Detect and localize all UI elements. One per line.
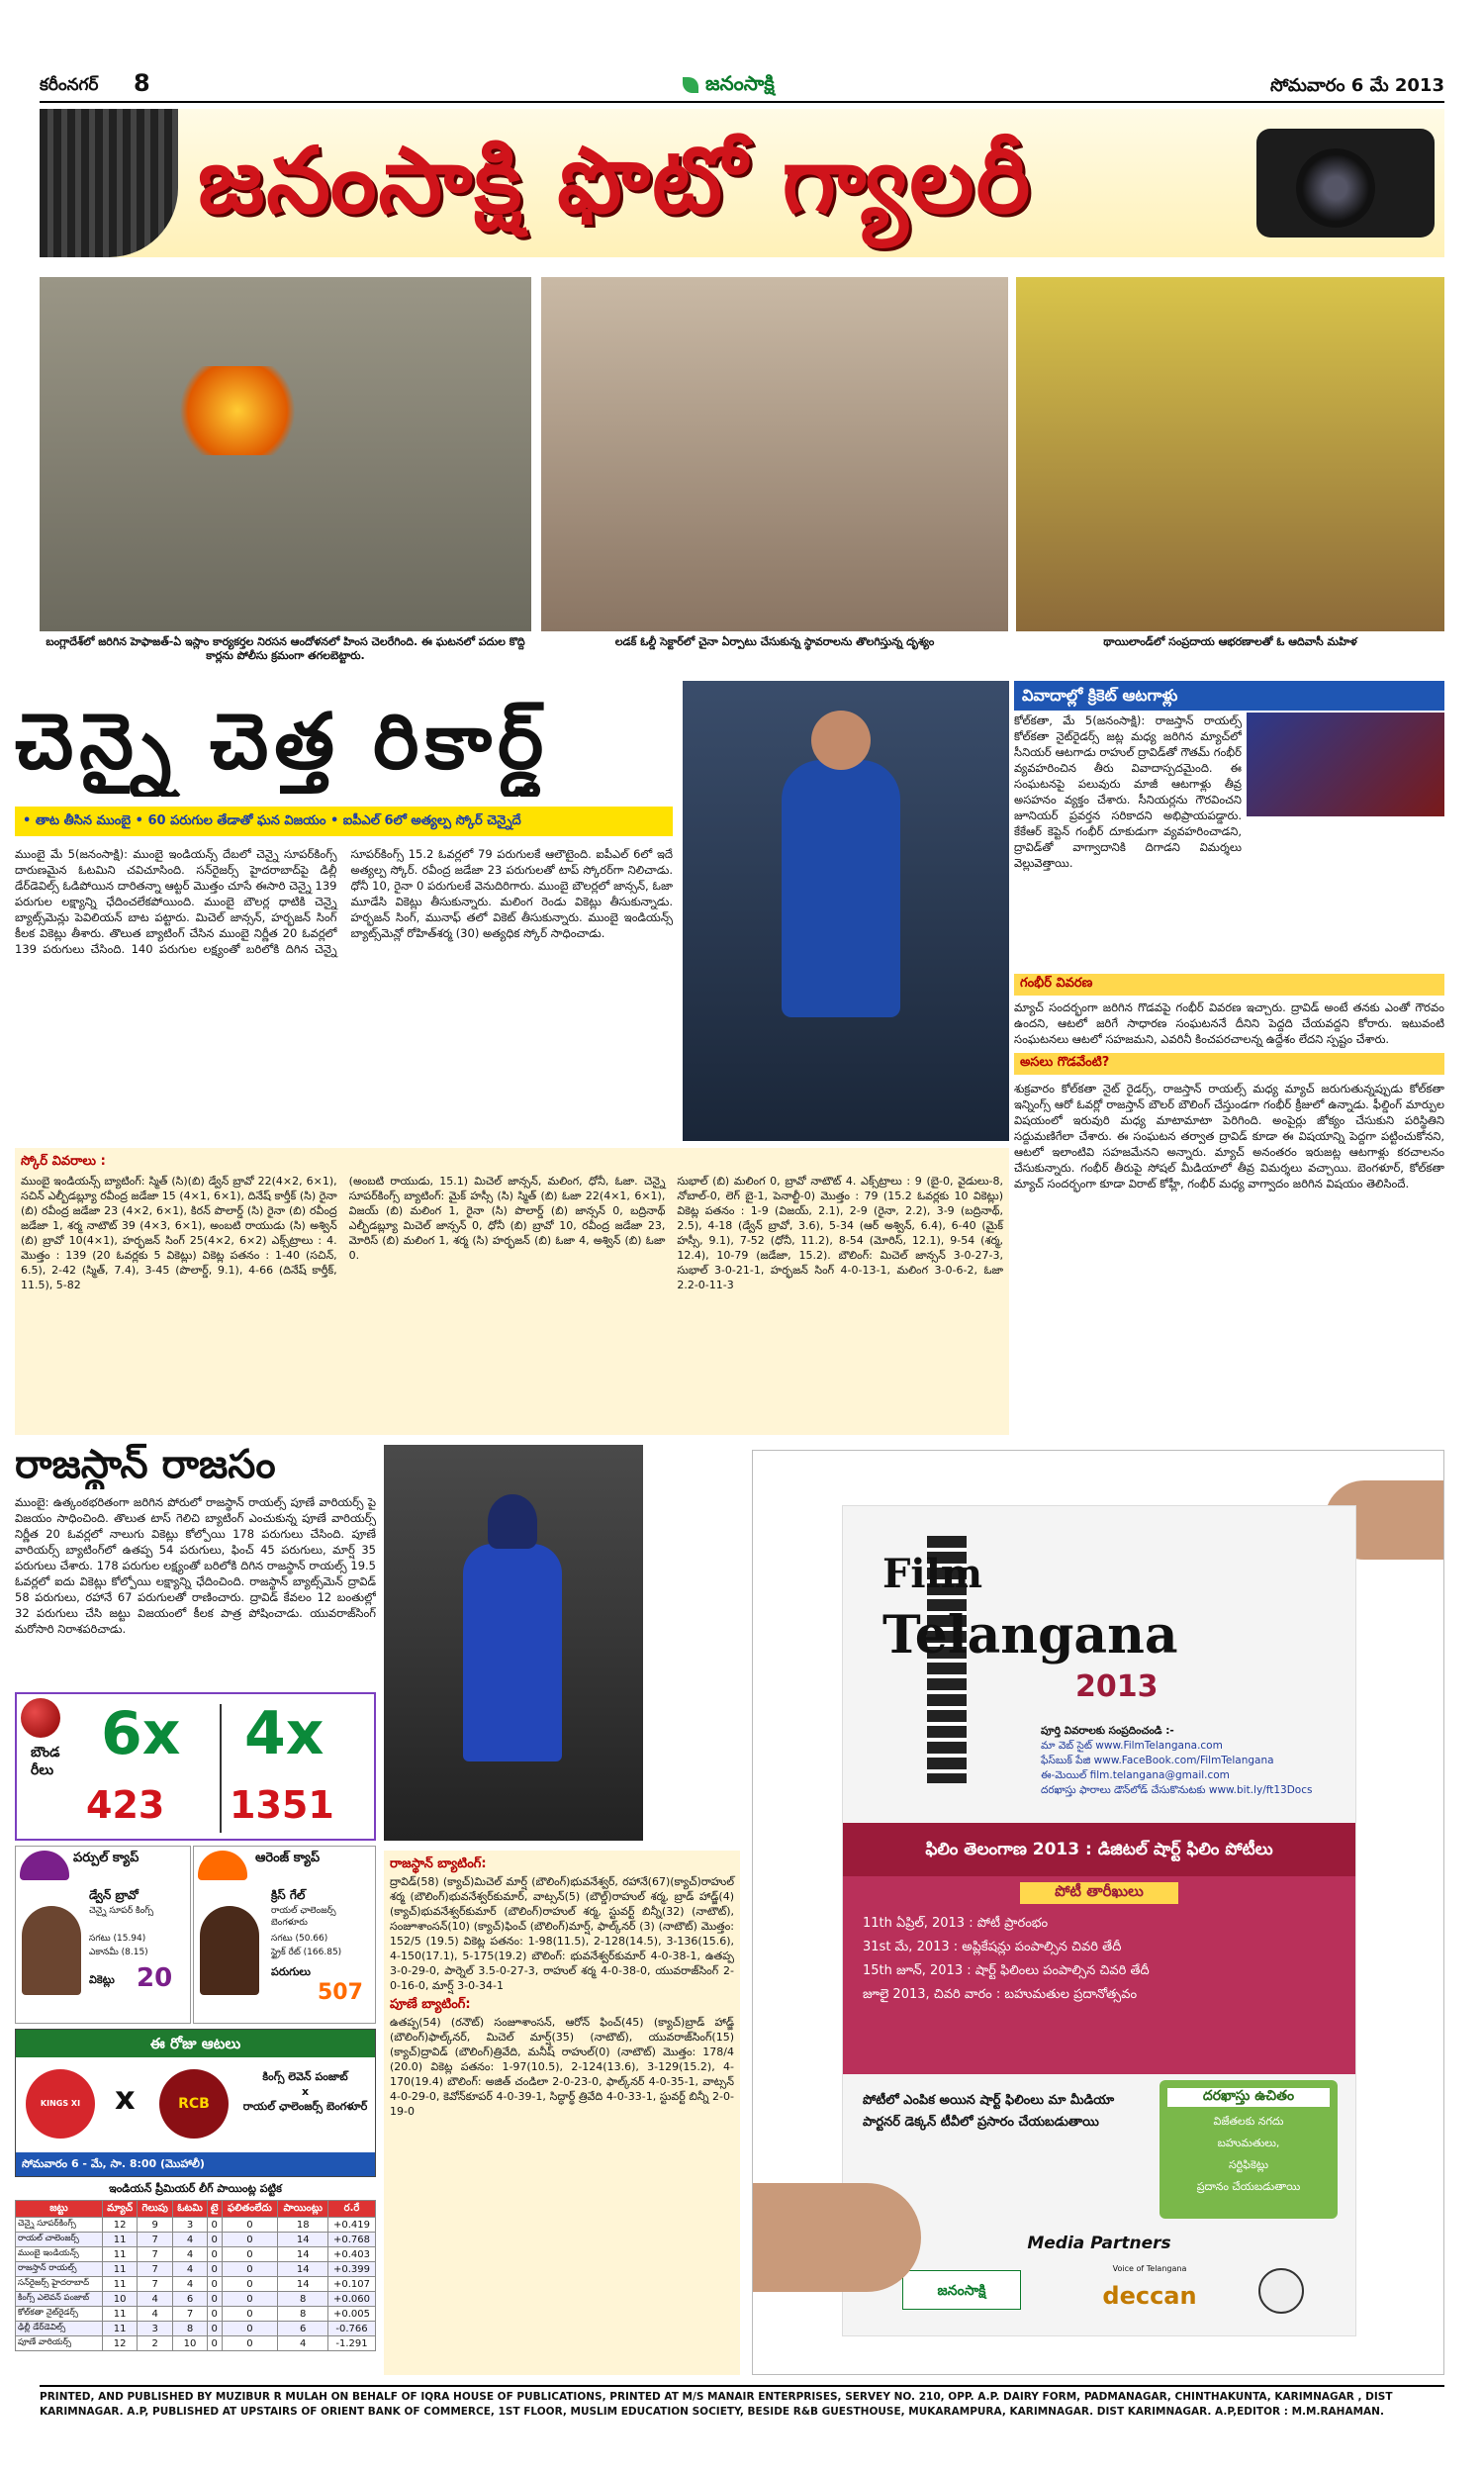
- bravo-avatar: [22, 1906, 81, 1995]
- table-cell: 3: [173, 2218, 208, 2233]
- chennai-article-body: ముంబై మే 5(జనంసాక్షి): ముంబై ఇండియన్స్‌ దేబలో చెన్నై సూపర్‌కింగ్స్‌ దారుణమైన ఓటమిని చవిచూసింది. సన్‌రైజర్స్‌ హైదరాబాద్‌పై డిల్లీ డేర్‌డెవిల్స్‌ ఓడిపోయిన దారితన్నా ఆట్టర్‌ మొత్తం చూసే ఈసారి చెన్నై 139 పరుగుల లక్ష్యాన్ని ఛేదించలేకపోయింది. ముంబై బౌలర్ల ధాటికి చెన్నై బ్యాట్స్‌మెన్లు పెవిలియన్‌ బాట పట్టారు. మిచెల్‌ జాన్సన్‌, హర్భజన్‌ సింగ్‌ కీలక వికెట్లు తీశారు. తొలుత బ్యాటింగ్‌ చేసిన ముంబై నిర్ణీత 20 ఓవర్లలో 139 పరుగులు చేసింది. 140 పరుగుల లక్ష్యంతో బరిలోకి దిగిన చెన్నై సూపర్‌కింగ్స్‌ 15.2 ఓవర్లలో 79 పరుగులకే ఆలౌటైంది. ఐపీఎల్‌ 6లో ఇదే అత్యల్ప స్కోర్‌. రవీంద్ర జడేజా 23 పరుగులతో టాప్‌ స్కోరర్‌గా నిలిచాడు. ధోనీ 10, రైనా 0 పరుగులకే వెనుదిరిగారు. ముంబై బౌలర్లలో జాన్సన్‌, ఓజా మూడేసి వికెట్లు తీసుకున్నారు. మలింగ రెండు వికెట్లు తీసుకున్నాడు. హర్భజన్‌ సింగ్‌, మునాఫ్‌ తలో వికెట్‌ తీసుకున్నారు. ముంబై ఇండియన్స్‌ బ్యాట్స్‌మెన్లో రోహిత్‌శర్మ (30) అత్యధిక స్కోర్‌ సాధించాడు.: [15, 847, 673, 956]
- table-cell: 4: [278, 2336, 328, 2351]
- table-cell: 7: [138, 2247, 173, 2262]
- purple-cap-average: సగటు (15.94): [89, 1934, 146, 1944]
- camera-icon: [1256, 129, 1435, 238]
- table-cell: రాయల్‌ చాలెంజర్స్‌: [16, 2233, 103, 2247]
- orange-cap-player: క్రిస్‌ గేల్‌: [271, 1888, 306, 1902]
- table-cell: చెన్నై సూపర్‌కింగ్స్‌: [16, 2218, 103, 2233]
- controversy-body-2: మ్యాచ్‌ సందర్భంగా జరిగిన గొడవపై గంభీర్‌ వివరణ ఇచ్చారు. ద్రావిడ్‌ అంటే తనకు ఎంతో గౌరవం ఉందని, ఆటలో జరిగే సాధారణ సంఘటననే దీనిని పెద్దది చేయవద్దని కోరారు. ఇటువంటి సంఘటనలు ఆటలో సహజమని, ఎవరినీ కించపరచాలన్న ఉద్దేశం లేదని స్పష్టం చేశారు.: [1014, 1000, 1444, 1046]
- ad-telangana-word: Telangana: [882, 1605, 1178, 1665]
- table-cell: 4: [173, 2247, 208, 2262]
- table-row: [16, 2277, 376, 2292]
- gallery-banner: [40, 109, 1444, 257]
- table-cell: +0.005: [328, 2307, 376, 2322]
- table-cell: +0.399: [328, 2262, 376, 2277]
- table-cell: 14: [278, 2247, 328, 2262]
- table-cell: 4: [138, 2292, 173, 2307]
- photo-rr-batsman: [384, 1445, 643, 1841]
- photo-ladakh-camp: [541, 277, 1008, 631]
- purple-cap-wickets-label: వికెట్లు: [89, 1973, 115, 1986]
- issue-date: సోమవారం 6 మే 2013: [1270, 75, 1444, 96]
- gambhir-explanation-heading: గంభీర్‌ వివరణ: [1014, 974, 1444, 996]
- rcb-logo: RCB: [159, 2069, 229, 2139]
- boundaries-box: [15, 1692, 376, 1841]
- table-cell: 0: [222, 2233, 278, 2247]
- ad-main-banner: ఫిలిం తెలంగాణ 2013 : డిజిటల్‌ షార్ట్‌ ఫిలిం పోటీలు: [843, 1823, 1355, 1876]
- partner-janamsakshi-logo: జనంసాక్షి: [902, 2270, 1021, 2310]
- purple-cap-team: చెన్నై సూపర్‌ కింగ్స్‌: [89, 1906, 154, 1916]
- table-cell: 4: [138, 2307, 173, 2322]
- table-row: [16, 2247, 376, 2262]
- table-cell: 7: [138, 2262, 173, 2277]
- points-header-2: గెలుపు: [138, 2201, 173, 2218]
- points-table-box: [15, 2182, 376, 2375]
- gallery-title: జనంసాక్షి ఫొటో గ్యాలరీ: [198, 128, 1033, 234]
- photo-thai-woman: [1016, 277, 1444, 631]
- purple-cap-icon: [20, 1851, 69, 1880]
- table-cell: 7: [138, 2233, 173, 2247]
- ad-free-badge: దరఖాస్తు ఉచితం విజేతలకు నగదు బహుమతులు, సర్టిఫికెట్లు ప్రదానం చేయబడుతాయి: [1159, 2080, 1338, 2219]
- points-header-6: పాయింట్లు: [278, 2201, 328, 2218]
- table-cell: 4: [173, 2233, 208, 2247]
- table-cell: 0: [207, 2307, 222, 2322]
- rr-batting-heading: రాజస్థాన్‌ బ్యాటింగ్‌:: [390, 1856, 487, 1871]
- purple-cap-box: [15, 1846, 191, 2024]
- photo-mitchell-johnson: [683, 681, 1009, 1141]
- table-cell: 0: [207, 2218, 222, 2233]
- table-cell: 0: [207, 2292, 222, 2307]
- table-cell: 6: [173, 2292, 208, 2307]
- fours-label: 4x: [244, 1699, 325, 1768]
- table-cell: 8: [173, 2322, 208, 2336]
- orange-cap-runs: 507: [318, 1980, 363, 2005]
- ad-dates-panel: పోటీ తారీఖులు 11th ఏప్రిల్‌, 2013 : పోటీ ప్రారంభం 31st మే, 2013 : అప్లికేషన్లు పంపాల్సిన చివరి తేదీ 15th జూన్‌, 2013 : షార్ట్‌ ఫిలింలు పంపాల్సిన చివరి తేదీ జూలై 2013, చివరి వారం : బహుమతుల ప్రదానోత్సవం: [843, 1876, 1355, 2074]
- page-header: [40, 69, 1444, 103]
- todays-match-title: ఈ రోజు ఆటలు: [16, 2030, 375, 2057]
- table-cell: 0: [207, 2233, 222, 2247]
- table-cell: +0.768: [328, 2233, 376, 2247]
- table-cell: కోల్‌కతా నైట్‌రైడర్స్‌: [16, 2307, 103, 2322]
- points-table-title: ఇండియన్‌ ప్రీమియర్‌ లీగ్‌ పాయింట్ల పట్టిక: [109, 2182, 282, 2195]
- table-cell: పూణే వారియర్స్‌: [16, 2336, 103, 2351]
- table-cell: 3: [138, 2322, 173, 2336]
- table-cell: +0.403: [328, 2247, 376, 2262]
- table-cell: 0: [207, 2247, 222, 2262]
- rr-scorecard: [384, 1851, 740, 2375]
- table-cell: 9: [138, 2218, 173, 2233]
- chennai-scorecard: [15, 1148, 1009, 1435]
- table-cell: కింగ్స్‌ ఎలెవన్‌ పంజాబ్‌: [16, 2292, 103, 2307]
- imprint-footer: PRINTED, AND PUBLISHED BY MUZIBUR R MULAH ON BEHALF OF IQRA HOUSE OF PUBLICATIONS, PRINTED AT M/S MANAIR ENTERPRISES, SERVEY NO. 210, OPP. A.P. DAIRY FORM, PADMANAGAR, CHINTHAKUNTA, KARIMNAGAR , DIST KARIMNAGAR. A.P, PUBLISHED AT UPSTAIRS OF ORIENT BANK OF COMMERCE, 1ST FLOOR, MUSLIM EDUCATION SOCIETY, BESIDE R&B GUESTHOUSE, MUKARAMPURA, KARIMNAGAR. DIST KARIMNAGAR. A.P,EDITOR : M.M.RAHAMAN.: [40, 2385, 1444, 2425]
- table-cell: 11: [103, 2277, 138, 2292]
- edition-label: కరీంనగర్: [40, 75, 99, 95]
- purple-cap-wickets: 20: [137, 1963, 173, 1993]
- rr-batting-body: ద్రావిడ్‌(58) (క్యాచ్‌)మిచెల్‌ మార్ష్‌ (బౌలింగ్‌)భువనేశ్వర్‌, రహానే(67)(క్యాచ్‌)రాహుల్‌ శర్మ (బౌలింగ్‌)భువనేశ్వర్‌కుమార్‌, వాట్సన్‌(5) (బౌల్డ్‌)రాహుల్‌ శర్మ, బ్రాడ్‌ హాడ్జ్‌(4) (క్యాచ్‌)భువనేశ్వర్‌కుమార్‌ (బౌలింగ్‌)రాహుల్‌ శర్మ, స్టువర్ట్‌ బిన్నీ(32) (నాటౌట్‌), సంజూశాంసన్‌(10) (క్యాచ్‌)ఫించ్‌ (బౌలింగ్‌)మార్ష్‌, ఫాల్క్‌నర్‌ (3) (నాటౌట్‌) మొత్తం: 152/5 (19.5) వికెట్ల పతనం: 1-98(11.5), 2-128(14.5), 3-136(15.6), 4-150(17.1), 5-175(19.2) బౌలింగ్‌: భువనేశ్వర్‌కుమార్‌ 4-0-38-1, ఉతప్ప 3-0-29-0, పార్నెల్‌ 3.5-0-27-3, రాహుల్‌ శర్మ 4-0-38-0, యువరాజ్‌సింగ్‌ 2-0-16-0, మార్ష్‌ 3-0-34-1: [390, 1875, 734, 1992]
- table-row: [16, 2218, 376, 2233]
- masthead-logo: జనంసాక్షి: [683, 71, 775, 100]
- cricket-ball-icon: [21, 1698, 60, 1738]
- orange-cap-team: రాయల్‌ ఛాలెంజర్స్‌ బెంగళూరు: [271, 1906, 336, 1928]
- table-cell: 6: [278, 2322, 328, 2336]
- film-telangana-ad: [752, 1450, 1444, 2375]
- points-header-4: టై: [207, 2201, 222, 2218]
- caption-thailand: థాయిలాండ్‌లో సంప్రదాయ ఆభరణాలతో ఓ ఆదివాసీ మహిళ: [1103, 635, 1357, 648]
- table-row: [16, 2307, 376, 2322]
- table-cell: 0: [207, 2322, 222, 2336]
- pune-batting-body: ఉతప్ప(54) (రనౌట్‌) సంజూశాంసన్‌, ఆరోన్‌ ఫించ్‌(45) (క్యాచ్‌)బ్రాడ్‌ హాడ్జ్‌ (బౌలింగ్‌)ఫాల్క్‌నర్‌, మిచెల్‌ మార్ష్‌(35) (నాటౌట్‌), యువరాజ్‌సింగ్‌(15) (క్యాచ్‌)ద్రావిడ్‌ (బౌలింగ్‌)త్రివేది, మనీష్‌ రాహుల్‌(0) (నాటౌట్‌) మొత్తం: 178/4 (20.0) వికెట్ల పతనం: 1-97(10.5), 2-124(13.6), 3-129(15.2), 4-170(19.4) బౌలింగ్‌: అజిత్‌ చండిలా 2-0-23-0, ఫాల్క్‌నర్‌ 4-0-35-1, వాట్సన్‌ 4-0-29-0, కెవోన్‌కూపర్‌ 4-0-39-1, సిద్ధార్థ్‌ త్రివేది 4-0-33-1, స్టువర్ట్‌ బిన్నీ 2-0-19-0: [390, 2016, 734, 2118]
- fours-count: 1351: [230, 1783, 334, 1827]
- table-cell: 0: [222, 2247, 278, 2262]
- controversy-body-3: శుక్రవారం కోల్‌కతా నైట్‌ రైడర్స్‌, రాజస్తాన్‌ రాయల్స్‌ మధ్య మ్యాచ్‌ జరుగుతున్నప్పుడు కోల్‌కతా ఇన్నింగ్స్‌ ఆరో ఓవర్లో రాజస్తాన్‌ బౌలర్‌ బౌలింగ్‌ చేస్తుండగా గంభీర్‌ క్రీజులో ఉన్నాడు. ఫీల్డింగ్‌ మార్పుల విషయంలో ఇరువురి మధ్య మాటామాటా పెరిగింది. అంపైర్లు జోక్యం చేసుకుని పరిస్థితిని సద్దుమణిగేలా చేశారు. ఈ సంఘటన తర్వాత ద్రావిడ్‌ కూడా ఈ విషయాన్ని పెద్దగా పట్టించుకోనని, ఆటలో ఇలాంటివి సహజమేనని అన్నారు. మ్యాచ్‌ అనంతరం ఇరుజట్ల ఆటగాళ్లు కరచాలనం చేసుకున్నారు. గంభీర్‌ తీరుపై సోషల్‌ మీడియాలో తీవ్ర విమర్శలు వచ్చాయి. బెంగళూర్‌, కోల్‌కతా మ్యాచ్‌ సందర్భంగా కూడా విరాట్‌ కోహ్లీ, గంభీర్‌ మధ్య వాగ్వాదం జరిగిన విషయం తెలిసిందే.: [1014, 1082, 1444, 1190]
- table-row: [16, 2336, 376, 2351]
- score-bowling: సుభాల్‌ (బి) మలింగ 0, బ్రావో నాటౌట్‌ 4. ఎక్స్‌ట్రాలు : 9 (బై-0, వైడులు-8, నోబాల్‌-0, లెగ్‌ బై-1, పెనాల్టీ-0) మొత్తం : 79 (15.2 ఓవర్లకు 10 వికెట్లు) వికెట్ల పతనం : 1-9 (విజయ్‌, 2.1), 2-9 (రైనా, 2.2), 3-9 (బద్రినాథ్‌, 2.5), 4-18 (డ్వేన్‌ బ్రావో, 3.6), 5-34 (ఆర్‌ అశ్విన్‌, 6.4), 6-40 (మైక్‌ హస్సీ, 9.1), 7-52 (ధోనీ, 11.2), 8-54 (మోరిస్‌, 12.1), 9-54 (శర్మ, 12.4), 10-79 (జడేజా, 15.2). బౌలింగ్‌: మిచెల్‌ జాన్సన్‌ 3-0-27-3, సుభాల్‌ 3-0-21-1, హర్భజన్‌ సింగ్‌ 4-0-13-1, మలింగ 3-0-6-2, ఓజా 2.2-0-11-3: [677, 1175, 1003, 1291]
- partner-emblem-icon: [1258, 2268, 1304, 2314]
- table-cell: 0: [207, 2262, 222, 2277]
- table-row: [16, 2292, 376, 2307]
- gayle-avatar: [200, 1906, 259, 1995]
- match-teams: కింగ్స్‌ లెవెన్‌ పంజాబ్‌ x రాయల్‌ ఛాలెంజర్స్‌ బెంగళూర్‌: [242, 2070, 368, 2113]
- orange-cap-strike-rate: స్ట్రైక్‌ రేట్‌ (166.85): [271, 1948, 342, 1957]
- points-header-0: జట్టు: [16, 2201, 103, 2218]
- table-cell: 11: [103, 2307, 138, 2322]
- table-cell: 0: [222, 2322, 278, 2336]
- ad-promo-text: పోటీలో ఎంపిక అయిన షార్ట్‌ ఫిలింలు మా మీడియా పార్టనర్‌ డెక్కన్‌ టీవీలో ప్రసారం చేయబడుతాయి: [863, 2093, 1115, 2130]
- table-cell: 0: [222, 2277, 278, 2292]
- table-cell: 4: [173, 2277, 208, 2292]
- table-cell: 11: [103, 2322, 138, 2336]
- points-header-5: ఫలితంలేదు: [222, 2201, 278, 2218]
- partner-deccan-tagline: Voice of Telangana: [1112, 2264, 1187, 2273]
- purple-cap-title: పర్పుల్‌ క్యాప్‌: [73, 1851, 139, 1868]
- match-time: సోమవారం 6 - మే, సా. 8:00 (మొహాలీ): [16, 2152, 375, 2176]
- page-number: 8: [134, 69, 150, 97]
- real-issue-heading: అసలు గొడవేంటి?: [1014, 1053, 1444, 1075]
- table-row: [16, 2322, 376, 2336]
- table-cell: 2: [138, 2336, 173, 2351]
- table-cell: 0: [222, 2262, 278, 2277]
- controversy-column: [1014, 713, 1444, 1435]
- todays-match-box: [15, 2029, 376, 2177]
- table-cell: 11: [103, 2247, 138, 2262]
- table-cell: 7: [173, 2307, 208, 2322]
- orange-cap-title: ఆరెంజ్‌ క్యాప్‌: [255, 1851, 320, 1868]
- table-cell: రాజస్తాన్‌ రాయల్స్‌: [16, 2262, 103, 2277]
- points-header-7: ర.రే: [328, 2201, 376, 2218]
- rajasthan-headline: రాజస్థాన్‌ రాజసం: [15, 1442, 276, 1487]
- table-cell: 7: [138, 2277, 173, 2292]
- ad-year: 2013: [1075, 1669, 1159, 1704]
- table-cell: ముంబై ఇండియన్స్‌: [16, 2247, 103, 2262]
- boundaries-side-label: బౌండరీలు: [31, 1745, 60, 1778]
- caption-ladakh: లడక్‌ ఓల్డీ సెక్టార్‌లో చైనా ఏర్పాటు చేసుకున్న స్థావరాలను తొలగిస్తున్న దృశ్యం: [614, 635, 935, 648]
- controversy-body-1: కోల్‌కతా, మే 5(జనంసాక్షి): రాజస్తాన్‌ రాయల్స్‌ కోల్‌కతా నైట్‌రైడర్స్‌ జట్ల మధ్య జరిగిన మ్యాచ్‌లో సీనియర్‌ ఆటగాడు రాహుల్‌ ద్రావిడ్‌తో గౌతమ్‌ గంభీర్‌ వ్యవహరించిన తీరు వివాదాస్పదమైంది. ఈ సంఘటనపై పలువురు మాజీ ఆటగాళ్లు తీవ్ర అసహనం వ్యక్తం చేశారు. సీనియర్లను గౌరవించని జూనియర్‌ ప్రవర్తన సరికాదని అభిప్రాయపడ్డారు. కేకేఆర్‌ కెప్టెన్‌ గంభీర్‌ దూకుడుగా వ్యవహరించాడని, ద్రావిడ్‌తో వాగ్వాదానికి దిగాడని విమర్శలు వెల్లువెత్తాయి.: [1014, 714, 1242, 870]
- caption-bangladesh: బంగ్లాదేశ్‌లో జరిగిన హెఫాజత్‌-ఏ ఇస్లాం కార్యకర్తల నిరసన ఆందోళనలో హింస చెలరేగింది. ఈ ఘటనలో పదుల కొద్ది కార్లను పోలీసు క్రమంగా తగలబెట్టారు.: [46, 635, 525, 662]
- pune-batting-heading: పూణే బ్యాటింగ్‌:: [390, 1997, 471, 2012]
- sixes-label: 6x: [101, 1699, 181, 1768]
- table-cell: 12: [103, 2218, 138, 2233]
- purple-cap-player: డ్వేన్‌ బ్రావో: [89, 1888, 139, 1902]
- points-header-3: ఓటమి: [173, 2201, 208, 2218]
- photo-bangladesh-riot: [40, 277, 531, 631]
- table-cell: 0: [207, 2336, 222, 2351]
- table-cell: 11: [103, 2262, 138, 2277]
- table-cell: 12: [103, 2336, 138, 2351]
- ad-media-partners: Media Partners: [1027, 2234, 1171, 2253]
- table-cell: 0: [222, 2307, 278, 2322]
- table-cell: 18: [278, 2218, 328, 2233]
- table-cell: 0: [207, 2277, 222, 2292]
- controversy-header: వివాదాల్లో క్రికెట్‌ ఆటగాళ్లు: [1014, 681, 1444, 711]
- leaf-icon: [683, 77, 698, 93]
- table-cell: ఢిల్లీ డేర్‌డెవిల్స్‌: [16, 2322, 103, 2336]
- chennai-tagline: • తాట తీసిన ముంబై • 60 పరుగుల తేడాతో ఘన విజయం • ఐపీఎల్‌ 6లో అత్యల్ప స్కోర్‌ చెన్నైదే: [15, 807, 673, 836]
- table-cell: 0: [222, 2218, 278, 2233]
- partner-deccan-logo: deccan: [1102, 2282, 1197, 2310]
- table-cell: 0: [222, 2292, 278, 2307]
- orange-cap-runs-label: పరుగులు: [271, 1965, 311, 1978]
- points-header-1: మ్యాచ్‌: [103, 2201, 138, 2218]
- table-cell: -0.766: [328, 2322, 376, 2336]
- table-cell: 14: [278, 2277, 328, 2292]
- vs-label: x: [115, 2079, 136, 2117]
- table-cell: +0.107: [328, 2277, 376, 2292]
- points-table: [15, 2200, 376, 2351]
- table-row: [16, 2233, 376, 2247]
- chennai-headline: చెన్నై చెత్త రికార్డ్‌: [15, 698, 550, 787]
- orange-cap-icon: [198, 1851, 247, 1880]
- table-cell: 8: [278, 2292, 328, 2307]
- table-cell: 8: [278, 2307, 328, 2322]
- purple-cap-economy: ఎకానమీ (8.15): [89, 1948, 148, 1957]
- sixes-count: 423: [86, 1783, 165, 1827]
- orange-cap-average: సగటు (50.66): [271, 1934, 328, 1944]
- score-mumbai: ముంబై ఇండియన్స్‌ బ్యాటింగ్‌: స్మిత్‌ (సి)(బి) డ్వేన్‌ బ్రావో 22(4×2, 6×1), సచిన్‌ ఎల్బీడబ్ల్యూ రవీంద్ర జడేజా 15 (4×1, 6×1), దినేష్‌ కార్తీక్‌ (సి) రైనా (బి) రవీంద్ర జడేజా 23 (4×2, 6×1), కిరన్‌ పొలార్డ్‌ (సి) రైనా (బి) రవీంద్ర జడేజా 1, శర్మ నాటౌట్‌ 39 (4×3, 6×1), అంబటి రాయుడు (సి) అశ్విన్‌ (బి) బ్రావో 10(4×1), హర్భజన్‌ సింగ్‌ 25(4×2, 6×2) ఎక్స్‌ట్రాలు : 4. మొత్తం : 139 (20 ఓవర్లకు 5 వికెట్లు) వికెట్ల పతనం : 1-40 (సచిన్‌, 6.5), 2-42 (స్మిత్‌, 7.4), 3-45 (పొలార్డ్‌, 9.1), 4-66 (దినేష్‌ కార్తీక్‌, 11.5), 5-82: [21, 1175, 337, 1291]
- table-cell: 14: [278, 2262, 328, 2277]
- ad-poster: [842, 1505, 1356, 2336]
- score-chennai: (అంబటి రాయుడు, 15.1) మిచెల్‌ జాన్సన్‌, మలింగ, ధోనీ, ఓజా. చెన్నై సూపర్‌కింగ్స్‌ బ్యాటింగ్‌: మైక్‌ హస్సీ (సి) స్మిత్‌ (బి) ఓజా 22(4×1, 6×1), విజయ్‌ (బి) మలింగ 1, రైనా (సి) పొలార్డ్‌ (బి) జాన్సన్‌ 0, బద్రినాథ్‌ ఎల్బీడబ్ల్యూ మిచెల్‌ జాన్సన్‌ 0, ధోనీ (బి) బ్రావో 10, రవీంద్ర జడేజా 23, మోరిస్‌ (బి) మలింగ 1, శర్మ (సి) హర్భజన్‌ (బి) ఓజా 4, అశ్విన్‌ (బి) ఓజా 0.: [348, 1175, 666, 1262]
- table-cell: 0: [222, 2336, 278, 2351]
- ad-hand-icon-bottom: [753, 2183, 921, 2292]
- table-cell: సన్‌రైజర్స్‌ హైదరాబాద్‌: [16, 2277, 103, 2292]
- table-row: [16, 2262, 376, 2277]
- ad-film-word: Film: [882, 1551, 983, 1597]
- orange-cap-box: [193, 1846, 376, 2024]
- table-cell: -1.291: [328, 2336, 376, 2351]
- table-cell: 4: [173, 2262, 208, 2277]
- film-strip-icon: [40, 109, 178, 257]
- rajasthan-article-body: ముంబై: ఉత్కంఠభరితంగా జరిగిన పోరులో రాజస్థాన్‌ రాయల్స్‌ పూణే వారియర్స్‌ పై విజయం సాధించింది. తొలుత టాస్‌ గెలిచి బ్యాటింగ్‌ ఎంచుకున్న పూణే వారియర్స్‌ నిర్ణీత 20 ఓవర్లలో నాలుగు వికెట్లు కోల్పోయి 178 పరుగులు చేసింది. పూణే వారియర్స్‌ బ్యాటింగ్‌లో ఉతప్ప 54 పరుగులు, ఫించ్‌ 45 పరుగులు, మార్ష్‌ 35 పరుగులు చేశారు. 178 పరుగుల లక్ష్యంతో బరిలోకి దిగిన రాజస్థాన్‌ రాయల్స్‌ 19.5 ఓవర్లలో ఐదు వికెట్లు కోల్పోయి లక్ష్యాన్ని ఛేదించింది. రాజస్థాన్‌ బ్యాట్స్‌మెన్‌ ద్రావిడ్‌ 58 పరుగులు, రహానే 67 పరుగులతో రాణించారు. ద్రావిడ్‌ కేవలం 12 బంతుల్లో 32 పరుగులు చేసి జట్టు విజయంలో కీలక పాత్ర పోషించాడు. యువరాజ్‌సింగ్‌ మరోసారి నిరాశపరిచాడు.: [15, 1495, 376, 1636]
- table-cell: 11: [103, 2233, 138, 2247]
- table-cell: 10: [103, 2292, 138, 2307]
- ad-contact: పూర్తి వివరాలకు సంప్రదించండి :- మా వెబ్‌ సైట్‌ www.FilmTelangana.com ఫేస్‌బుక్‌ పేజి www.FaceBook.com/FilmTelangana ఈ-మెయిల్‌ film.telangana@gmail.com దరఖాస్తు ఫారాలు డౌన్‌లోడ్‌ చేసుకొనుటకు www.bit.ly/ft13Docs: [1041, 1725, 1313, 1796]
- table-cell: 14: [278, 2233, 328, 2247]
- table-cell: 10: [173, 2336, 208, 2351]
- score-heading: స్కోర్‌ వివరాలు :: [21, 1154, 106, 1169]
- kxip-logo: KINGS XI: [26, 2069, 95, 2139]
- table-cell: +0.060: [328, 2292, 376, 2307]
- table-cell: +0.419: [328, 2218, 376, 2233]
